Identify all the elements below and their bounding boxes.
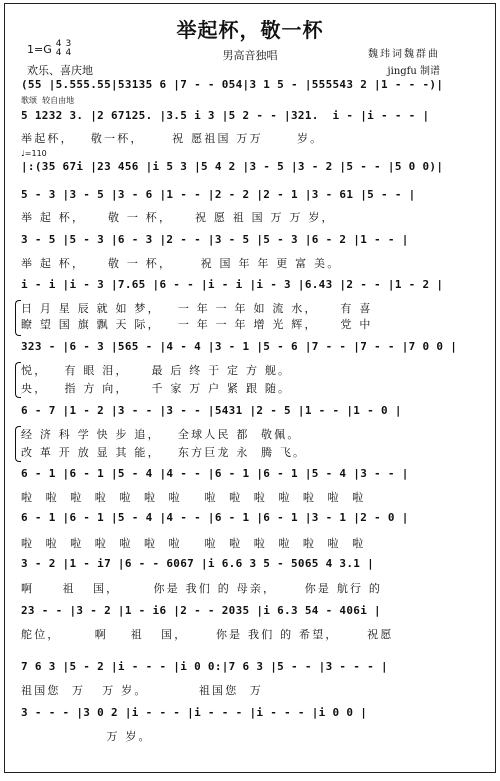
lyric-row: 举起杯， 敬一杯， 祝 愿祖国 万万 岁。 (21, 132, 324, 145)
lyric-row: 日 月 星 辰 就 如 梦， 一 年 一 年 如 流 水， 有 喜 (21, 302, 373, 315)
lyric-row: 悦， 有 眼 泪， 最 后 终 于 定 方 舰。 (21, 364, 292, 377)
key-text: 1=G (27, 42, 52, 56)
notation-row: 7 6 3 |5 - 2 |i - - - |i 0 0:|7 6 3 |5 - - |3 - - - | (21, 660, 388, 673)
notation-row: (55 |5.555.55|53135 6 |7 - - 054|3 1 5 - |555543 2 |1 - - -)| (21, 78, 444, 91)
composer-credit: 魏玮词魏群曲 (368, 49, 440, 60)
annotation-row: ♩=110 (21, 149, 47, 158)
notation-row: i - i |i - 3 |7.65 |6 - - |i - i |i - 3 |6.43 |2 - - |1 - 2 | (21, 278, 444, 291)
notation-row: |:(35 67i |23 456 |i 5 3 |5 4 2 |3 - 5 |3 - 2 |5 - - |5 0 0)| (21, 160, 444, 173)
time-signature-1 (56, 40, 62, 58)
score-page (4, 3, 496, 773)
lyric-brace (15, 300, 21, 336)
time-signature-2 (65, 40, 71, 58)
notation-row: 3 - - - |3 0 2 |i - - - |i - - - |i - - - |i 0 0 | (21, 706, 368, 719)
notation-row: 6 - 1 |6 - 1 |5 - 4 |4 - - |6 - 1 |6 - 1 |3 - 1 |2 - 0 | (21, 511, 409, 524)
lyric-row: 举 起 杯， 敬 一 杯， 祝 愿 祖 国 万 万 岁， (21, 211, 335, 224)
song-subtitle: 男高音独唱 (222, 49, 278, 62)
lyric-row: 啦 啦 啦 啦 啦 啦 啦 啦 啦 啦 啦 啦 啦 啦 (21, 491, 366, 504)
notation-row: 5 1232 3. |2 67125. |3.5 i 3 |5 2 - - |321. i - |i - - - | (21, 109, 430, 122)
lyric-row: 舵位， 啊 祖 国， 你是 我们 的 希望， 祝愿 (21, 628, 394, 641)
lyric-row: 祖国您 万 万 岁。 祖国您 万 (21, 684, 264, 697)
notation-row: 3 - 5 |5 - 3 |6 - 3 |2 - - |3 - 5 |5 - 3 |6 - 2 |1 - - | (21, 233, 409, 246)
transcriber-credit: jingfu 制谱 (387, 66, 440, 77)
lyric-row: 万 岁。 (21, 730, 152, 743)
notation-row: 23 - - |3 - 2 |1 - i6 |2 - - 2035 |i 6.3 54 - 406i | (21, 604, 381, 617)
performance-style: 欢乐、喜庆地 (27, 64, 93, 77)
time-sig-2-top: 3 (65, 39, 72, 49)
lyric-brace (15, 362, 21, 398)
lyric-row: 啊 祖 国， 你是 我们 的 母亲， 你是 航行 的 (21, 582, 383, 595)
annotation-row: 歌颂 较自由地 (21, 96, 75, 105)
lyric-row: 改 革 开 放 显 其 能， 东方巨龙 永 腾 飞。 (21, 446, 307, 459)
notation-row: 6 - 7 |1 - 2 |3 - - |3 - - |5431 |2 - 5 |1 - - |1 - 0 | (21, 404, 402, 417)
lyric-row: 央， 指 方 向， 千 家 万 户 紧 跟 随。 (21, 382, 292, 395)
time-sig-1-bottom: 4 (55, 48, 62, 58)
song-title: 举起杯，敬一杯 (176, 18, 324, 42)
notation-row: 3 - 2 |1 - i7 |6 - - 6067 |i 6.6 3 5 - 5065 4 3.1 | (21, 557, 375, 570)
lyric-row: 瞭 望 国 旗 飘 天 际， 一 年 一 年 增 光 辉， 党 中 (21, 318, 373, 331)
time-sig-1-top: 4 (55, 39, 62, 49)
lyric-brace (15, 426, 21, 462)
time-sig-2-bottom: 4 (65, 48, 72, 58)
lyric-row: 经 济 科 学 快 步 追， 全球人民 都 敬佩。 (21, 428, 301, 441)
lyric-row: 举 起 杯， 敬 一 杯， 祝 国 年 年 更 富 美。 (21, 257, 341, 270)
notation-row: 323 - |6 - 3 |565 - |4 - 4 |3 - 1 |5 - 6 |7 - - |7 - - |7 0 0 | (21, 340, 458, 353)
key-signature (27, 40, 71, 58)
notation-row: 5 - 3 |3 - 5 |3 - 6 |1 - - |2 - 2 |2 - 1 |3 - 61 |5 - - | (21, 188, 416, 201)
lyric-row: 啦 啦 啦 啦 啦 啦 啦 啦 啦 啦 啦 啦 啦 啦 (21, 537, 366, 550)
notation-row: 6 - 1 |6 - 1 |5 - 4 |4 - - |6 - 1 |6 - 1 |5 - 4 |3 - - | (21, 467, 409, 480)
